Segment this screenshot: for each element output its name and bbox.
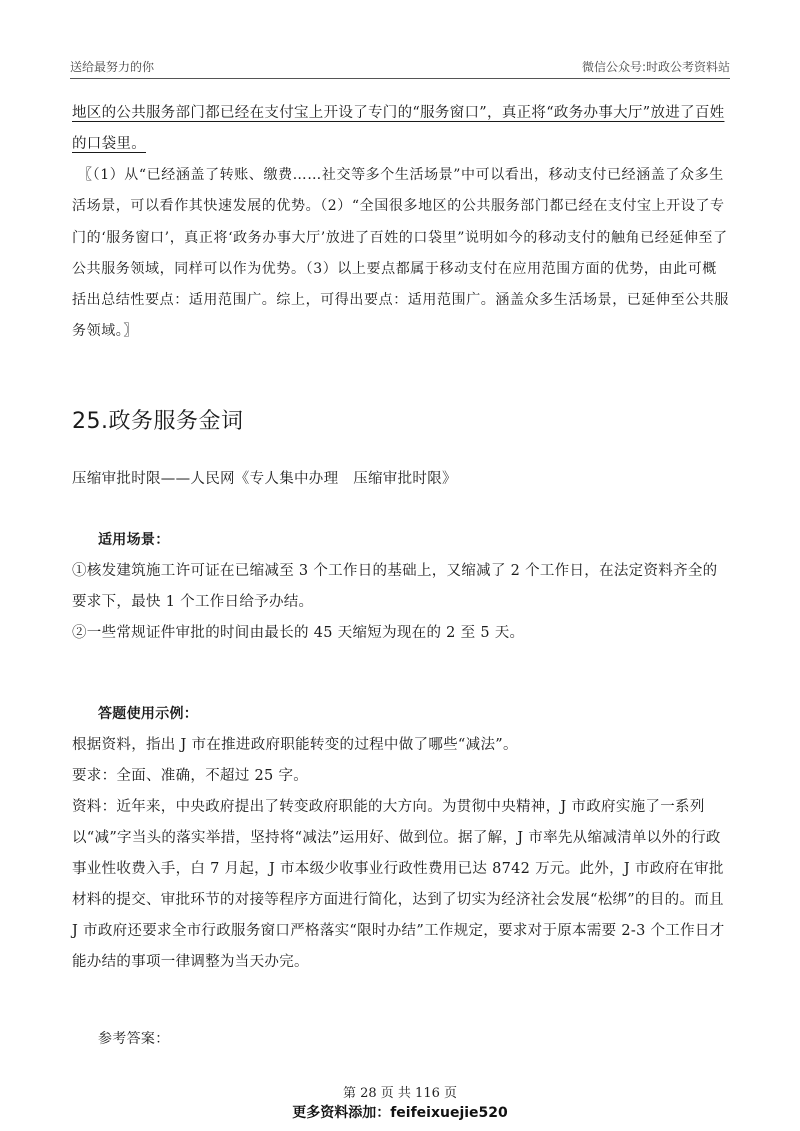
header-right-text: 微信公众号:时政公考资料站 xyxy=(581,60,730,74)
section-subtitle: 压缩审批时限——人民网《专人集中办理 压缩审批时限》 xyxy=(72,470,457,487)
promo-text: 更多资料添加：feifeixuejie520 xyxy=(292,1105,508,1121)
lead-line-1: 地区的公共服务部门都已经在支付宝上开设了专门的“服务窗口”，真正将“政务办事大厅”放进了百姓 xyxy=(72,105,725,121)
page-content xyxy=(72,98,730,1055)
example-requirement: 要求：全面、准确，不超过 25 字。 xyxy=(72,767,309,784)
answer-label: 参考答案： xyxy=(98,1030,170,1047)
scene-item-2: ②一些常规证件审批的时间由最长的 45 天缩短为现在的 2 至 5 天。 xyxy=(72,624,525,641)
header-left-text: 送给最努力的你 xyxy=(70,60,155,74)
scenes-label: 适用场景： xyxy=(98,531,170,548)
lead-line-2: 的口袋里。 xyxy=(72,136,146,152)
example-material: 资料：近年来，中央政府提出了转变政府职能的大方向。为贯彻中央精神，J 市政府实施了一系列以“减”字当头的落实举措，坚持将“减法”运用好、做到位。据了解，J 市率先从缩减清单以外的行政事业性收费入手，白 7 月起，J 市本级少收事业行政性费用已达 8742 万元。此外，J 市政府在审批材料的提交、审批环节的对接等程序方面进行简化，达到了切实为经济社会发展“松绑”的目的。而且 J 市政府还要求全市行政服务窗口严格落实“限时办结”工作规定，要求对于原本需要 2-3 个工作日才能办结的事项一律调整为当天办完。 xyxy=(72,798,725,970)
explanation-paragraph: 〖（1）从“已经涵盖了转账、缴费……社交等多个生活场景”中可以看出，移动支付已经涵盖了众多生活场景，可以看作其快速发展的优势。（2）“全国很多地区的公共服务部门都已经在支付宝上开设了专门的‘服务窗口’，真正将‘政务办事大厅’放进了百姓的口袋里”说明如今的移动支付的触角已经延伸至了公共服务领域，同样可以作为优势。（3）以上要点都属于移动支付在应用范围方面的优势，由此可概括出总结性要点：适用范围广。综上，可得出要点：适用范围广。涵盖众多生活场景，已延伸至公共服务领域。〗 xyxy=(72,167,729,340)
page-number: 第 28 页 共 116 页 xyxy=(342,1086,458,1101)
page-header xyxy=(70,56,730,79)
example-question: 根据资料，指出 J 市在推进政府职能转变的过程中做了哪些“减法”。 xyxy=(72,736,518,753)
scene-item-1: ①核发建筑施工许可证在已缩减至 3 个工作日的基础上，又缩减了 2 个工作日，在法定资料齐全的要求下，最快 1 个工作日给予办结。 xyxy=(72,562,718,610)
example-label: 答题使用示例： xyxy=(98,705,199,722)
section-title: 25.政务服务金词 xyxy=(72,408,244,434)
lead-paragraph xyxy=(72,98,730,160)
